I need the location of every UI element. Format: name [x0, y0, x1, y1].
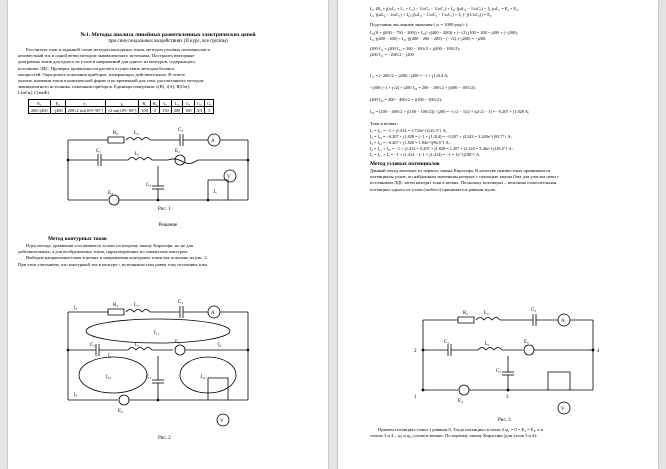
table-header-cell: R₁ — [139, 100, 150, 107]
method2-heading: Метод узловых потенциалов — [370, 161, 440, 167]
label-l2: L₂ — [134, 303, 139, 308]
table-cell: 100 — [139, 107, 150, 114]
label-l1: L₁ — [135, 152, 140, 157]
label-l4: I₄ — [218, 343, 222, 348]
label-r2: R₂ — [113, 131, 119, 136]
label-i3: I₃ — [74, 393, 78, 398]
task-line: мощностей. Определить показания приборов, измеряющих действительное. В ответе — [18, 71, 185, 77]
method-line: потенциал одного из узлов (любого) принимается равным нулю. — [370, 186, 497, 192]
table-header-cell: C₁ — [183, 100, 194, 107]
circuit-diagram-fig3 — [338, 0, 658, 469]
node-label-4: 4 — [597, 349, 600, 354]
method-line: Идея метода: уравнения составляются только по второму закону Кирхгофа, но не для — [26, 243, 194, 248]
method-line: Выберем направления токов в ветвях и направления контурных токов как показано на рис. 2. — [26, 255, 208, 261]
label-r2: R₂ — [463, 311, 469, 316]
page-subtitle: при синусоидальных воздействиях (II курс, все группы) — [108, 39, 228, 44]
equation: I₁ = I₁₁ = −1 + j1.414 = 1.732e^{j125,3°} А; — [370, 128, 447, 133]
label-e4: E₄ — [108, 191, 113, 196]
voltmeter-label: V — [220, 419, 224, 424]
label-ik2: I₂₂ — [106, 375, 112, 380]
left-page — [8, 0, 328, 469]
text-line: Примем потенциал точки 1 равным 0. Тогда потенциал в точке 2 φ₂ = 0 + E₄ = E₄, а в — [378, 427, 543, 432]
table-header-cell: E₄ — [50, 100, 65, 107]
text-line: точках 3 и 4 – φ₃ и φ₄ соответственно. По первому закону Кирхгофа (для узлов 3 и 4): — [370, 433, 538, 439]
label-c2: C₂ — [178, 128, 184, 133]
task-line: L[мГн], C[мкФ]. — [18, 90, 51, 96]
table-header-cell: L₁ — [160, 100, 171, 107]
table-header-cell: j₅ — [105, 100, 139, 107]
label-c3: C₃ — [146, 183, 152, 188]
node-label-1: 1 — [414, 395, 417, 400]
table-cell: −j200 — [50, 107, 65, 114]
ammeter-label: A — [561, 319, 565, 324]
task-line: источники ЭДС. Проверку правильности расчета осуществить методом баланса — [18, 65, 175, 71]
equation: I₁₁·j(400 − 200) + I₂₂·(j(400 − 200 − 200) − (−√2)·(−j200) = −j200; — [370, 36, 487, 41]
equation: I₂ = I₂₂ = −0.207 + j1.828 = (−1 + j1.414) = −0.207 + j3.243 = 3.249e^{j93,7°} А; — [370, 134, 512, 139]
substitute-label: Подставим численные значения ( ω = 1000 рад/с ): — [370, 22, 469, 27]
label-c1: C₁ — [96, 149, 102, 154]
closing-text — [370, 427, 650, 439]
equation: j200·I₁₁ = −200√2 − j200 — [370, 52, 414, 57]
table-cell: √2 sin(10³t−90°) — [105, 107, 139, 114]
equation: I₂₂ = (200 − 400√2 + j(100 − 100√2)) / j200 = −(√2 − 1)/2 + j(2√2 − 1) = −0.207 + j1.828 А; — [370, 109, 530, 114]
task-line: неизвестный ток в одной ветви методом эквивалентного источника. Построить векторные — [18, 53, 195, 59]
table-cell: 0 — [150, 107, 159, 114]
task-line: эквивалентного источника, показания приборов. Единицы измерения: ε[В], i[А], R[Ом], — [18, 84, 190, 90]
table-header-cell: L₄ — [171, 100, 182, 107]
table-cell: 100 — [183, 107, 194, 114]
label-c3: C₃ — [146, 375, 152, 380]
method-line: Данный метод вытекает из первого закона Кирхгофа. В качестве неизвестных принимаются — [370, 168, 550, 173]
table-cell: 400 — [171, 107, 182, 114]
equation: I₁₁ = (−200√2 − j200) / j200 = −1 + j1.414 А; — [370, 73, 449, 78]
equation: −j300·(−1 + j√2) + j200·I₂₂ = 200 − 100√2 + j(400 − 100√2); — [370, 85, 476, 90]
voltmeter-label: V — [227, 175, 231, 180]
solution-heading: Решение — [158, 223, 178, 228]
table-cell: 200+j400 — [29, 107, 51, 114]
label-l2: L₂ — [134, 131, 139, 136]
method-heading: Метод контурных токов — [48, 236, 107, 242]
currents-label: Токи в ветвях: — [370, 121, 398, 126]
node-label-2: 2 — [414, 349, 417, 354]
label-e2: E₂ — [524, 340, 529, 345]
label-l1: L₁ — [135, 343, 140, 348]
table-cell: 200√2 sin(10³t−90°) — [65, 107, 105, 114]
equation: j200·I₂₂ = 200 − 400√2 + j(100 − 100√2); — [370, 97, 442, 102]
table-cell: 150 — [160, 107, 171, 114]
label-e4: E₄ — [118, 409, 123, 414]
table-header-cell: e₁ — [65, 100, 105, 107]
equation: I₁₁·j(ωL₄ − 1/ωC₁) + I₂₂·j(ωL₄ − 1/ωC₃ − 1/ωC₁) + J₅·(−j(1/ωC₃)) = E₄. — [370, 12, 493, 17]
table-cell: 4/3 — [194, 107, 205, 114]
figure-caption: Рис. 1 — [158, 207, 171, 212]
label-e4: E₄ — [458, 399, 463, 404]
method-line: При этом учитываем, что контурный ток в контуре с источником тока равен току источника тока. — [18, 261, 209, 267]
ammeter-label: A — [211, 139, 215, 144]
label-j5: J₅ — [213, 190, 217, 195]
label-i1: I₁ — [108, 354, 112, 359]
label-ik1: I₁₁ — [154, 331, 160, 336]
table-header-cell: R₂ — [150, 100, 159, 107]
label-e2: E₂ — [175, 340, 180, 345]
node-label-3: 3 — [506, 395, 509, 400]
ammeter-label: A — [211, 311, 215, 316]
label-l2: L₂ — [484, 311, 489, 316]
label-i2: I₂ — [74, 306, 78, 311]
table-header-cell: C₃ — [205, 100, 214, 107]
method-line: действительных, а для воображаемых токов, циркулирующих по замкнутым контурам. — [18, 249, 189, 255]
task-line: Рассчитать токи в заданной схеме методом контурных токов, методом узловых потенциалов и — [26, 47, 210, 52]
circuit-diagram-fig2 — [8, 0, 328, 469]
equation: I₃ = I₂₂ = −0.207 + j1.828 = 1.84e^{j96,5°} А; — [370, 140, 450, 145]
table-cell: 5 — [205, 107, 214, 114]
right-page — [338, 0, 658, 469]
equation: I₁₁·(R₂ + j(ωL₂ + L₁ + L₄) − 1/ωC₂ − 1/ωC₁) + I₂₂·(jωL₄ − 1/ωC₁) + J₅·jωL₁ = E₂ + E₄; — [370, 6, 519, 11]
method-line: источником ЭДС затем находят токи в ветвях. Поскольку потенциал – величина относительная, — [370, 180, 557, 186]
method-line: потенциалы узлов, по найденным значениям которых с помощью закона Ома для участка цепи с — [370, 174, 560, 180]
label-l1: L₁ — [485, 342, 490, 347]
label-r2: R₂ — [113, 303, 119, 308]
label-c3: C₃ — [496, 369, 502, 374]
label-ik3: J₃₃ — [200, 375, 206, 380]
page-title: №1. Методы анализа линейных разветвленных электрических цепей — [80, 32, 256, 38]
figure-caption: Рис. 3 — [498, 418, 511, 423]
label-c1: C₁ — [90, 343, 96, 348]
label-c2: C₂ — [178, 300, 184, 305]
table-header-cell: C₂ — [194, 100, 205, 107]
equation: I₅ = I₁₁ + J₅ = −1 + j1.414 − (−1 + j1.414) = −1 = 1e^{j180°} А. — [370, 152, 481, 157]
figure-caption: Рис. 2 — [158, 436, 171, 441]
label-c2: C₂ — [531, 308, 537, 313]
equation: I₁₁(0 + j(650 − 750 − 200)) + I₂₂(−j(400 − 200)) + (−√2)·j100 = 200 + j400 + (−j200); — [370, 30, 518, 35]
label-c1: C₁ — [444, 340, 450, 345]
task-line: указать значения токов в комплексной форме и во временной для тока, рассчитанного методом — [18, 78, 204, 84]
task-line: диаграммы токов для одного из узлов и напряжений для одного из контуров, содержащего — [18, 59, 195, 65]
label-e2: E₂ — [175, 149, 180, 154]
equation: I₄ = I₁₁ + I₂₂ = −1 + j1.414 + 0.207 + j1.828 = 1.207 + j3.243 = 3.46e^{j110,4°} А; — [370, 146, 513, 151]
table-header-cell: E₂ — [29, 100, 51, 107]
equation: j300·I₁₁ + j200·I₂₂ = 200 − 100√2 + j(400 − 100√2); — [370, 46, 460, 51]
voltmeter-label: V — [561, 407, 565, 412]
